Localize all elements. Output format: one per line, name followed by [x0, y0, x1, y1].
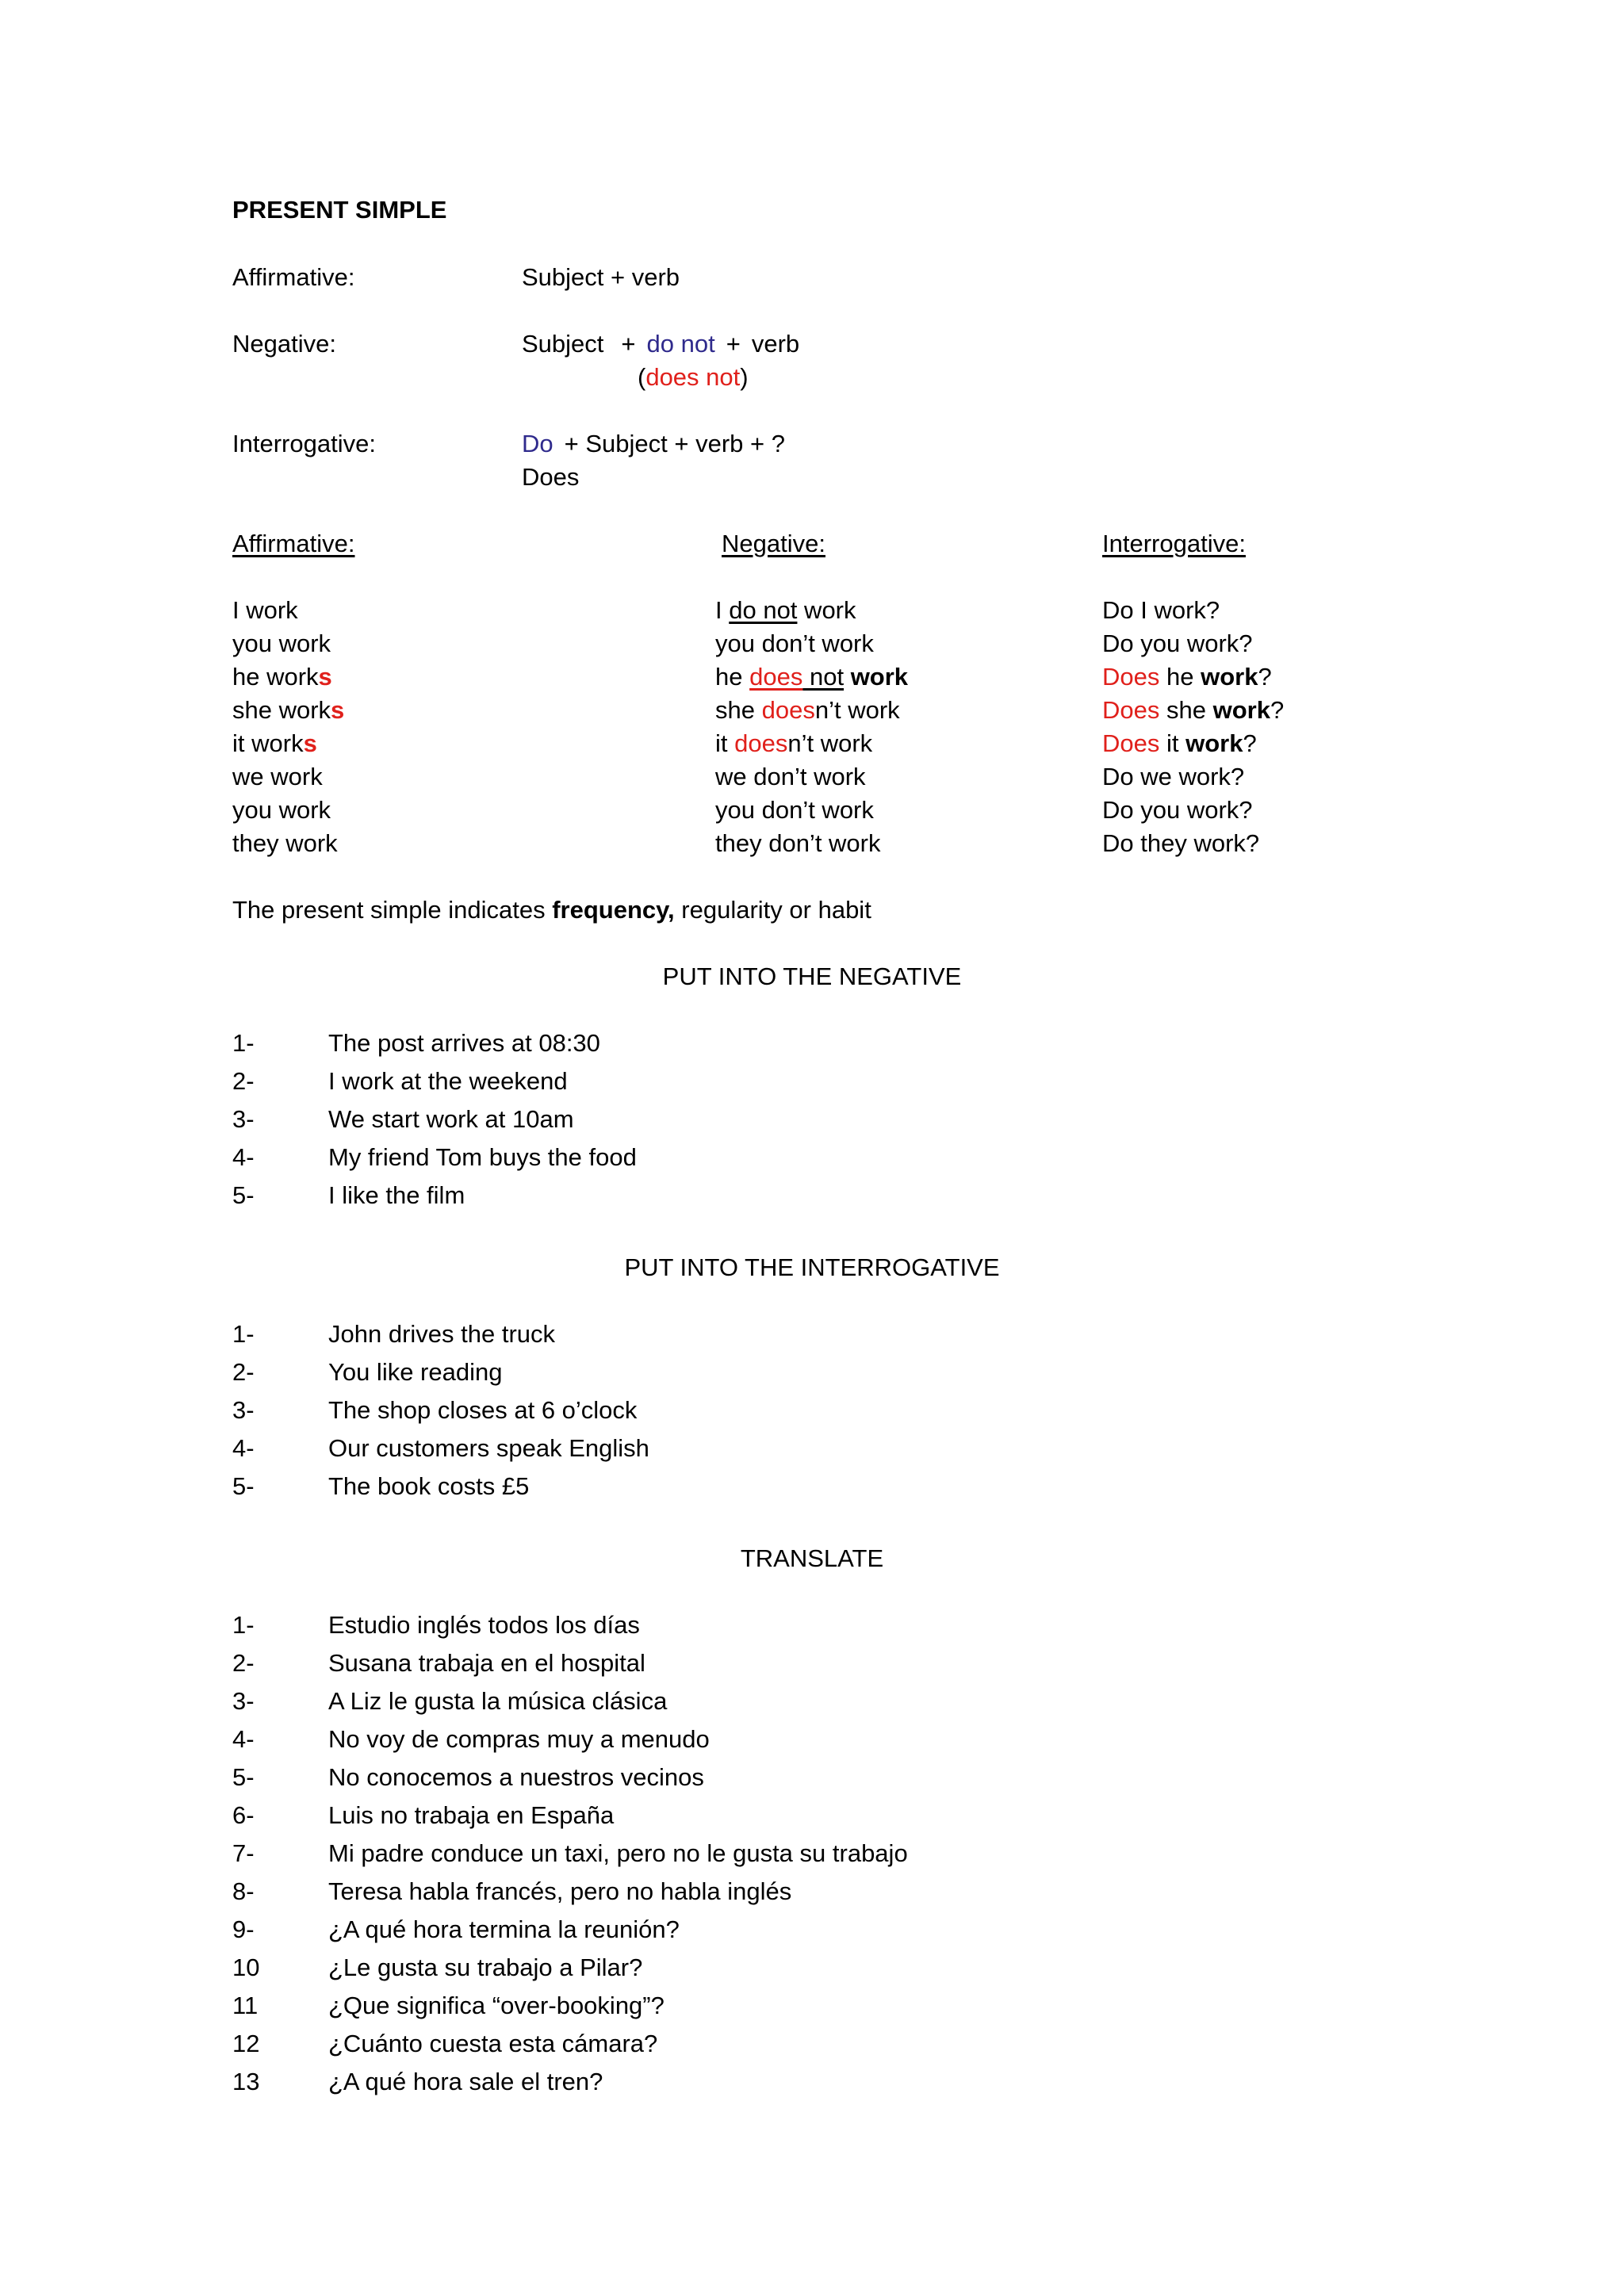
item-text: Estudio inglés todos los días — [328, 1611, 640, 1639]
item-text: ¿Que significa “over-booking”? — [328, 1992, 665, 2019]
section-heading-interrogative: PUT INTO THE INTERROGATIVE — [624, 1253, 1000, 1281]
section-heading-translate: TRANSLATE — [740, 1544, 884, 1572]
item-number: 10 — [232, 1954, 260, 1981]
item-text: My friend Tom buys the food — [328, 1143, 637, 1171]
page-title: PRESENT SIMPLE — [232, 196, 447, 224]
question-mark: ? — [1270, 696, 1285, 724]
negative-formula — [522, 327, 799, 361]
negation-verb: n’t work — [814, 696, 900, 724]
affirmative-row: you work — [232, 629, 331, 657]
item-text: We start work at 10am — [328, 1105, 574, 1133]
item-number: 4- — [232, 1434, 255, 1462]
item-number: 4- — [232, 1143, 255, 1171]
negative-row: you don’t work — [715, 629, 874, 657]
does: Does — [1102, 729, 1160, 757]
item-number: 12 — [232, 2030, 260, 2057]
affirmative-formula: Subject + verb — [522, 263, 680, 291]
verb-ending-s: s — [331, 696, 345, 724]
affirmative-row — [232, 694, 344, 727]
column-header-affirmative: Affirmative: — [232, 530, 355, 557]
item-number: 1- — [232, 1320, 255, 1348]
negative-row: we don’t work — [715, 763, 866, 790]
affirmative-row — [232, 660, 332, 694]
interrogative-row: Do they work? — [1102, 829, 1260, 857]
usage-text: The present simple indicates — [232, 896, 553, 924]
paren-open: ( — [638, 363, 646, 391]
interrogative-label: Interrogative: — [232, 430, 376, 457]
negative-does-not-alt — [638, 361, 749, 394]
item-text: No conocemos a nuestros vecinos — [328, 1763, 704, 1791]
item-number: 8- — [232, 1877, 255, 1905]
do-not: do not — [729, 596, 798, 624]
pronoun: he — [1159, 663, 1201, 691]
item-number: 5- — [232, 1763, 255, 1791]
does: does — [761, 696, 815, 724]
negative-label: Negative: — [232, 330, 336, 358]
item-number: 7- — [232, 1839, 255, 1867]
formula-does: Does — [522, 463, 580, 491]
negative-row: you don’t work — [715, 796, 874, 824]
pronoun: it — [715, 729, 735, 757]
item-text: The book costs £5 — [328, 1472, 530, 1500]
item-number: 5- — [232, 1181, 255, 1209]
negative-row — [715, 594, 856, 627]
interrogative-formula — [522, 427, 785, 461]
usage-sentence — [232, 894, 871, 927]
column-header-interrogative: Interrogative: — [1102, 530, 1246, 557]
interrogative-row — [1102, 727, 1257, 760]
formula-does-not: does not — [645, 363, 741, 391]
verb-base: it work — [232, 729, 304, 757]
negative-row: they don’t work — [715, 829, 881, 857]
item-text: I like the film — [328, 1181, 465, 1209]
formula-plus: + — [726, 330, 741, 358]
interrogative-row: Do I work? — [1102, 596, 1220, 624]
verb: work — [1185, 729, 1243, 757]
column-header-negative: Negative: — [722, 530, 825, 557]
not: not — [802, 663, 845, 691]
section-heading-negative: PUT INTO THE NEGATIVE — [662, 962, 962, 990]
paren-close: ) — [740, 363, 749, 391]
formula-subject: Subject — [522, 330, 604, 358]
item-text: Luis no trabaja en España — [328, 1801, 615, 1829]
item-text: ¿A qué hora termina la reunión? — [328, 1915, 680, 1943]
interrogative-row: Do you work? — [1102, 796, 1253, 824]
verb: work — [797, 596, 856, 624]
item-text: The post arrives at 08:30 — [328, 1029, 600, 1057]
interrogative-row — [1102, 694, 1284, 727]
affirmative-label: Affirmative: — [232, 263, 355, 291]
verb-ending-s: s — [318, 663, 332, 691]
item-text: Susana trabaja en el hospital — [328, 1649, 645, 1677]
verb-base: he work — [232, 663, 319, 691]
affirmative-row: they work — [232, 829, 338, 857]
item-number: 3- — [232, 1396, 255, 1424]
item-text: The shop closes at 6 o’clock — [328, 1396, 638, 1424]
does: does — [734, 729, 788, 757]
formula-plus: + — [621, 330, 636, 358]
negative-row — [715, 694, 900, 727]
verb: work — [850, 663, 909, 691]
question-mark: ? — [1243, 729, 1257, 757]
item-number: 2- — [232, 1358, 255, 1386]
does: Does — [1102, 696, 1160, 724]
pronoun: she — [715, 696, 762, 724]
affirmative-row — [232, 727, 317, 760]
pronoun: it — [1159, 729, 1186, 757]
verb: work — [1212, 696, 1270, 724]
formula-rest: + Subject + verb + ? — [564, 430, 785, 457]
formula-do: Do — [522, 430, 553, 457]
question-mark: ? — [1258, 663, 1272, 691]
item-number: 13 — [232, 2068, 260, 2095]
verb-ending-s: s — [303, 729, 317, 757]
formula-verb: verb — [751, 330, 800, 358]
usage-text: regularity or habit — [674, 896, 871, 924]
item-number: 11 — [232, 1992, 259, 2019]
negation-verb: n’t work — [787, 729, 873, 757]
item-text: A Liz le gusta la música clásica — [328, 1687, 668, 1715]
item-text: ¿Le gusta su trabajo a Pilar? — [328, 1954, 643, 1981]
item-text: ¿A qué hora sale el tren? — [328, 2068, 603, 2095]
item-text: John drives the truck — [328, 1320, 556, 1348]
pronoun: she — [1159, 696, 1213, 724]
item-number: 3- — [232, 1105, 255, 1133]
does: does — [749, 663, 803, 691]
item-number: 2- — [232, 1649, 255, 1677]
affirmative-row: I work — [232, 596, 298, 624]
item-number: 2- — [232, 1067, 255, 1095]
item-text: ¿Cuánto cuesta esta cámara? — [328, 2030, 658, 2057]
pronoun: I — [715, 596, 730, 624]
verb-base: she work — [232, 696, 331, 724]
pronoun: he — [715, 663, 750, 691]
negative-row — [715, 660, 908, 694]
item-number: 5- — [232, 1472, 255, 1500]
item-number: 1- — [232, 1029, 255, 1057]
affirmative-row: you work — [232, 796, 331, 824]
item-text: Mi padre conduce un taxi, pero no le gusta su trabajo — [328, 1839, 908, 1867]
interrogative-row: Do we work? — [1102, 763, 1245, 790]
verb: work — [1201, 663, 1258, 691]
item-text: I work at the weekend — [328, 1067, 568, 1095]
interrogative-row — [1102, 660, 1272, 694]
item-number: 4- — [232, 1725, 255, 1753]
usage-keyword: frequency, — [552, 896, 675, 924]
item-text: No voy de compras muy a menudo — [328, 1725, 710, 1753]
item-text: Our customers speak English — [328, 1434, 649, 1462]
affirmative-row: we work — [232, 763, 323, 790]
item-text: You like reading — [328, 1358, 503, 1386]
does: Does — [1102, 663, 1160, 691]
item-number: 9- — [232, 1915, 255, 1943]
negative-row — [715, 727, 872, 760]
formula-do-not: do not — [646, 330, 715, 358]
item-text: Teresa habla francés, pero no habla inglés — [328, 1877, 792, 1905]
item-number: 6- — [232, 1801, 255, 1829]
item-number: 1- — [232, 1611, 255, 1639]
item-number: 3- — [232, 1687, 255, 1715]
interrogative-row: Do you work? — [1102, 629, 1253, 657]
